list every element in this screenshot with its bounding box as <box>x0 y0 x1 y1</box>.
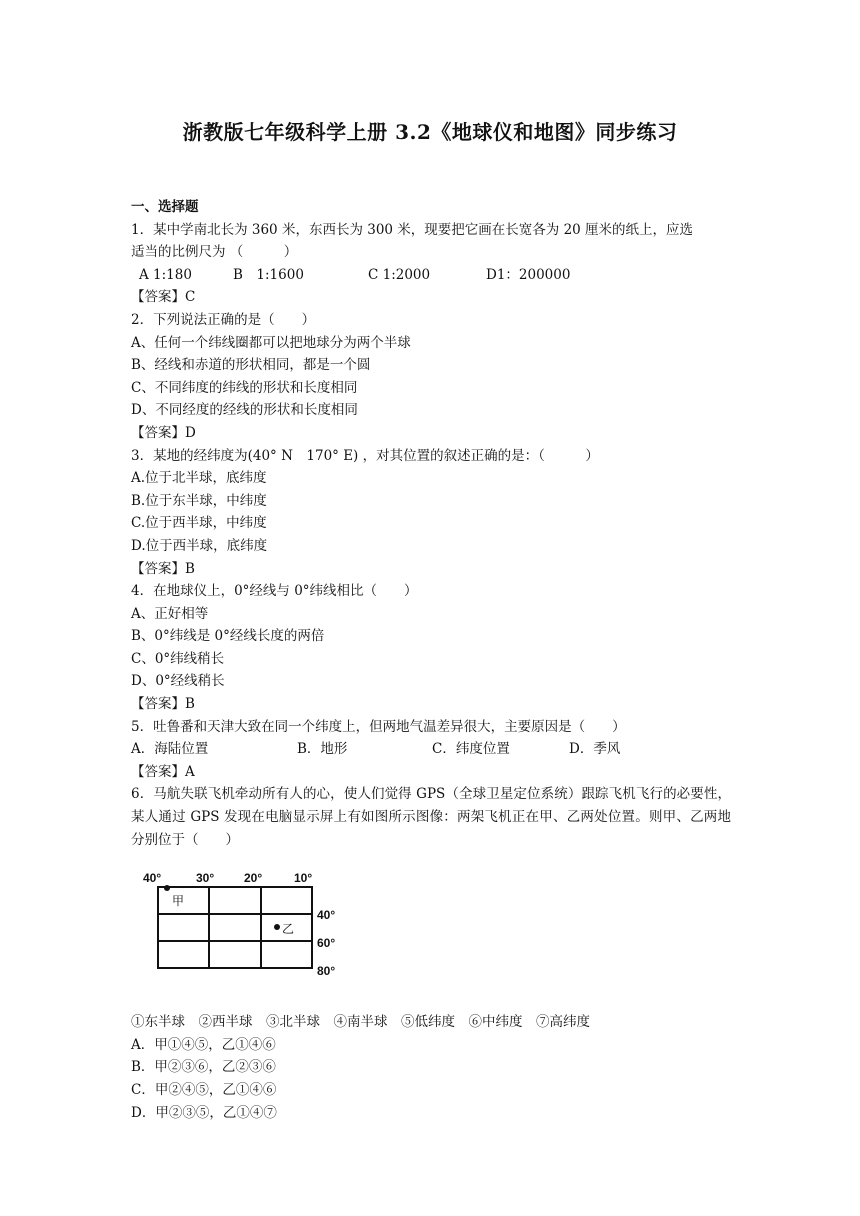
point-a-marker <box>164 885 170 891</box>
lon-label-40: 40° <box>143 871 162 886</box>
question-1-options <box>131 264 731 287</box>
question-1-option-d: D1：200000 <box>486 266 571 283</box>
question-1-text-line1: 1．某中学南北长为 360 米，东西长为 300 米，现要把它画在长宽各为 20 厘米的纸上，应选 <box>131 221 694 238</box>
question-4-option-d: D、0°经线稍长 <box>131 673 225 690</box>
lat-label-80: 80° <box>317 964 336 979</box>
question-4-text: 4．在地球仪上，0°经线与 0°纬线相比（ ） <box>131 583 418 600</box>
question-6-option-c: C．甲②④⑤，乙①④⑥ <box>131 1082 277 1098</box>
point-b-marker <box>274 924 280 930</box>
question-5-text: 5．吐鲁番和天津大致在同一个纬度上，但两地气温差异很大，主要原因是（ ） <box>131 718 626 735</box>
question-5-answer: 【答案】A <box>131 763 195 780</box>
lon-label-20: 20° <box>244 871 263 886</box>
question-3-text: 3．某地的经纬度为(40° N 170° E) ，对其位置的叙述正确的是：（ ） <box>131 447 599 464</box>
question-5-option-d: D．季风 <box>569 741 621 758</box>
question-2-option-c: C、不同纬度的纬线的形状和长度相同 <box>131 379 358 396</box>
question-5-options <box>131 738 731 761</box>
question-4-option-c: C、0°纬线稍长 <box>131 650 225 667</box>
question-2-option-a: A、任何一个纬线圈都可以把地球分为两个半球 <box>131 334 411 351</box>
question-1-option-b: B 1:1600 <box>233 266 304 283</box>
document-title: 浙教版七年级科学上册 3.2《地球仪和地图》同步练习 <box>182 120 678 144</box>
question-3-answer: 【答案】B <box>131 560 195 577</box>
lat-label-40: 40° <box>317 908 336 923</box>
point-b-label: 乙 <box>282 922 295 937</box>
lat-label-60: 60° <box>317 936 336 951</box>
question-2-option-b: B、经线和赤道的形状相同，都是一个圆 <box>131 357 371 374</box>
question-5-option-c: C．纬度位置 <box>432 741 510 758</box>
question-4-option-a: A、正好相等 <box>131 605 209 622</box>
document-body <box>131 196 731 1124</box>
question-1-text-line2: 适当的比例尺为 （ ） <box>131 244 298 261</box>
question-5-option-a: A．海陆位置 <box>131 741 209 758</box>
question-1-option-a: A 1:180 <box>139 266 192 283</box>
question-4-option-b: B、0°纬线是 0°经线长度的两倍 <box>131 628 325 645</box>
question-2-option-d: D、不同经度的经线的形状和长度相同 <box>131 402 358 419</box>
lat-lon-grid-map <box>141 869 371 1005</box>
lon-label-30: 30° <box>196 871 215 886</box>
question-6-option-d: D．甲②③⑤，乙①④⑦ <box>131 1104 277 1121</box>
question-1-answer: 【答案】C <box>131 289 196 306</box>
question-3-option-c: C.位于西半球，中纬度 <box>131 515 267 532</box>
question-4-answer: 【答案】B <box>131 696 195 713</box>
point-a-label: 甲 <box>172 894 185 909</box>
question-1-option-c: C 1:2000 <box>368 266 431 283</box>
question-6-option-a: A．甲①④⑤，乙①④⑥ <box>131 1036 276 1053</box>
section-heading: 一、选择题 <box>131 199 199 215</box>
question-5-option-b: B．地形 <box>297 741 348 758</box>
question-3-option-a: A.位于北半球，底纬度 <box>131 470 267 487</box>
lon-label-10: 10° <box>294 871 313 886</box>
question-2-answer: 【答案】D <box>131 424 196 441</box>
question-6-text: 6．马航失联飞机牵动所有人的心，使人们觉得 GPS（全球卫星定位系统）跟踪飞机飞行的必要性，某人通过 GPS 发现在电脑显示屏上有如图所示图像：两架飞机正在甲、乙两处位置。则甲、乙两地分别位于（ ） <box>131 786 731 848</box>
question-6-choices: ①东半球 ②西半球 ③北半球 ④南半球 ⑤低纬度 ⑥中纬度 ⑦高纬度 <box>131 1014 590 1031</box>
question-3-option-d: D.位于西半球，底纬度 <box>131 537 268 554</box>
question-2-text: 2．下列说法正确的是（ ） <box>131 311 316 328</box>
question-6-map-figure <box>131 869 731 1005</box>
question-3-option-b: B.位于东半球，中纬度 <box>131 492 267 509</box>
question-6-option-b: B．甲②③⑥，乙②③⑥ <box>131 1059 276 1076</box>
